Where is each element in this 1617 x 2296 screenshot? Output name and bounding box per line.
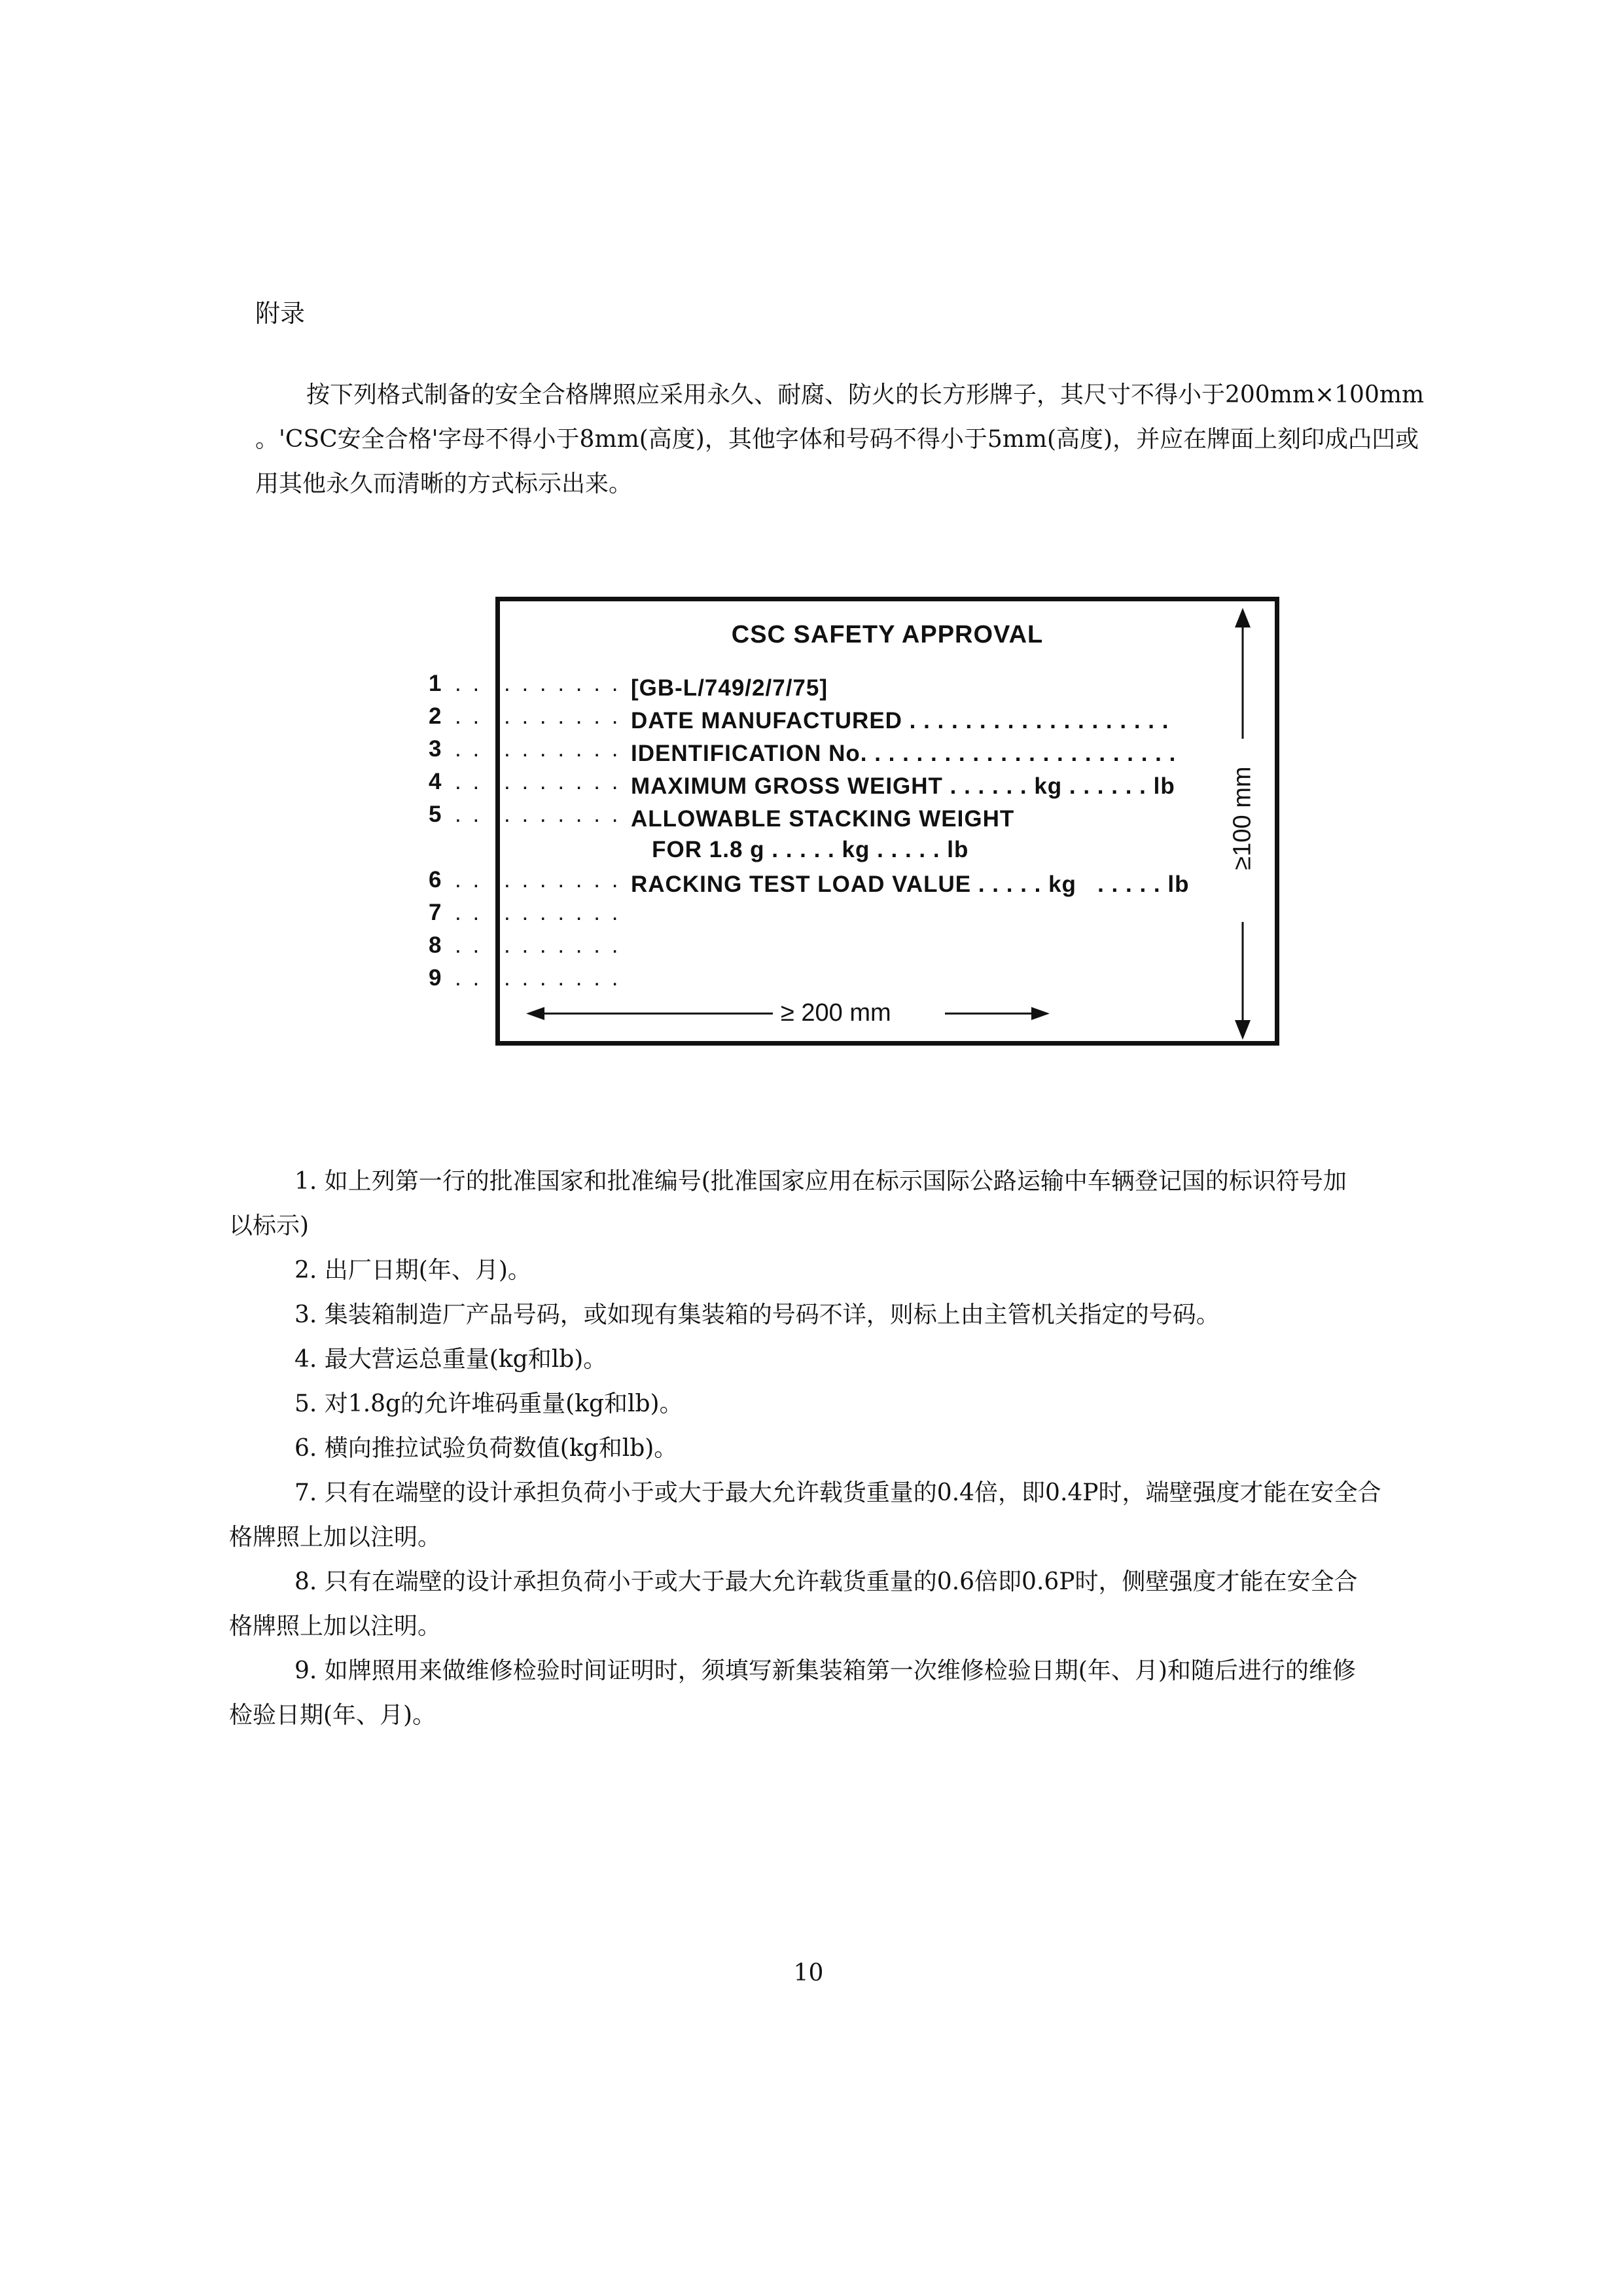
- leader-dots: . .: [455, 671, 482, 696]
- leader-dots: . . . . . . .: [504, 736, 621, 762]
- note-continuation: 格牌照上加以注明。: [229, 1524, 442, 1551]
- leader-dots: . . . . . . .: [504, 703, 621, 729]
- note-continuation: 格牌照上加以注明。: [229, 1613, 442, 1640]
- note-continuation: 以标示): [229, 1212, 310, 1239]
- plate-row-text: ALLOWABLE STACKING WEIGHT: [631, 806, 1015, 832]
- note-first-line: 6. 横向推拉试验负荷数值(kg和lb)。: [294, 1435, 678, 1462]
- row-number: 1: [429, 671, 442, 696]
- leader-dots: . . . . . . .: [504, 769, 621, 794]
- plate-row-text: RACKING TEST LOAD VALUE . . . . . kg . . . . . lb: [631, 872, 1190, 897]
- leader-dots: . . . . . . .: [504, 802, 621, 827]
- intro-line-3: 用其他永久而清晰的方式标示出来。: [255, 470, 633, 497]
- plate-row-text: FOR 1.8 g . . . . . kg . . . . . lb: [631, 837, 969, 862]
- row-number: 2: [429, 703, 442, 729]
- leader-dots: . .: [455, 802, 482, 827]
- plate-row-text: MAXIMUM GROSS WEIGHT . . . . . . kg . . . . . . lb: [631, 773, 1175, 799]
- note-first-line: 7. 只有在端壁的设计承担负荷小于或大于最大允许载货重量的0.4倍，即0.4P时，端壁强度才能在安全合: [294, 1479, 1381, 1506]
- row-number: 6: [429, 867, 442, 892]
- leader-dots: . .: [455, 703, 482, 729]
- intro-line-2: 。'CSC安全合格'字母不得小于8mm(高度)，其他字体和号码不得小于5mm(高度)，并应在牌面上刻印成凸凹或: [255, 426, 1419, 453]
- safety-approval-plate: [495, 597, 1279, 1046]
- appendix-heading: 附录: [255, 299, 306, 328]
- note-item: [229, 1382, 1472, 1426]
- plate-row-text: [GB-L/749/2/7/75]: [631, 675, 828, 701]
- leader-dots: . .: [455, 736, 482, 762]
- row-number: 4: [429, 769, 442, 794]
- note-first-line: 9. 如牌照用来做维修检验时间证明时，须填写新集装箱第一次维修检验日期(年、月)和随后进行的维修: [294, 1657, 1356, 1684]
- note-item: [229, 1337, 1472, 1382]
- leader-dots: . .: [455, 965, 482, 991]
- leader-dots: . . . . . . .: [504, 671, 621, 696]
- plate-row-text: DATE MANUFACTURED . . . . . . . . . . . . . . . . . . .: [631, 708, 1169, 733]
- leader-dots: . .: [455, 769, 482, 794]
- row-number: 7: [429, 900, 442, 925]
- intro-paragraph: [255, 373, 1485, 506]
- row-number: 3: [429, 736, 442, 762]
- leader-dots: . . . . . . .: [504, 900, 621, 925]
- leader-dots: . .: [455, 932, 482, 958]
- note-first-line: 8. 只有在端壁的设计承担负荷小于或大于最大允许载货重量的0.6倍即0.6P时，侧壁强度才能在安全合: [294, 1568, 1358, 1595]
- note-first-line: 1. 如上列第一行的批准国家和批准编号(批准国家应用在标示国际公路运输中车辆登记国的标识符号加: [294, 1168, 1347, 1195]
- note-item: [229, 1560, 1472, 1649]
- leader-dots: . . . . . . .: [504, 965, 621, 991]
- page-number: 10: [793, 1960, 824, 1987]
- note-item: [229, 1293, 1472, 1337]
- note-first-line: 5. 对1.8g的允许堆码重量(kg和lb)。: [294, 1390, 683, 1417]
- leader-dots: . . . . . . .: [504, 867, 621, 892]
- note-first-line: 3. 集装箱制造厂产品号码，或如现有集装箱的号码不详，则标上由主管机关指定的号码。: [294, 1301, 1220, 1328]
- leader-dots: . . . . . . .: [504, 932, 621, 958]
- note-first-line: 4. 最大营运总重量(kg和lb)。: [294, 1346, 607, 1373]
- row-number: 9: [429, 965, 442, 991]
- notes-list: [229, 1159, 1472, 1738]
- note-item: [229, 1159, 1472, 1248]
- note-item: [229, 1426, 1472, 1471]
- plate-row-text: IDENTIFICATION No. . . . . . . . . . . . . . . . . . . . . . .: [631, 741, 1177, 766]
- row-number: 8: [429, 932, 442, 958]
- height-label: ≥100 mm: [1228, 766, 1256, 870]
- note-first-line: 2. 出厂日期(年、月)。: [294, 1257, 531, 1284]
- note-item: [229, 1248, 1472, 1293]
- note-continuation: 检验日期(年、月)。: [229, 1702, 436, 1729]
- leader-dots: . .: [455, 867, 482, 892]
- plate-title: CSC SAFETY APPROVAL: [731, 621, 1044, 648]
- note-item: [229, 1649, 1472, 1738]
- row-number: 5: [429, 802, 442, 827]
- leader-dots: . .: [455, 900, 482, 925]
- intro-line-1: 按下列格式制备的安全合格牌照应采用永久、耐腐、防火的长方形牌子，其尺寸不得小于200mm×100mm: [306, 381, 1425, 408]
- note-item: [229, 1471, 1472, 1560]
- width-label: ≥ 200 mm: [773, 999, 899, 1027]
